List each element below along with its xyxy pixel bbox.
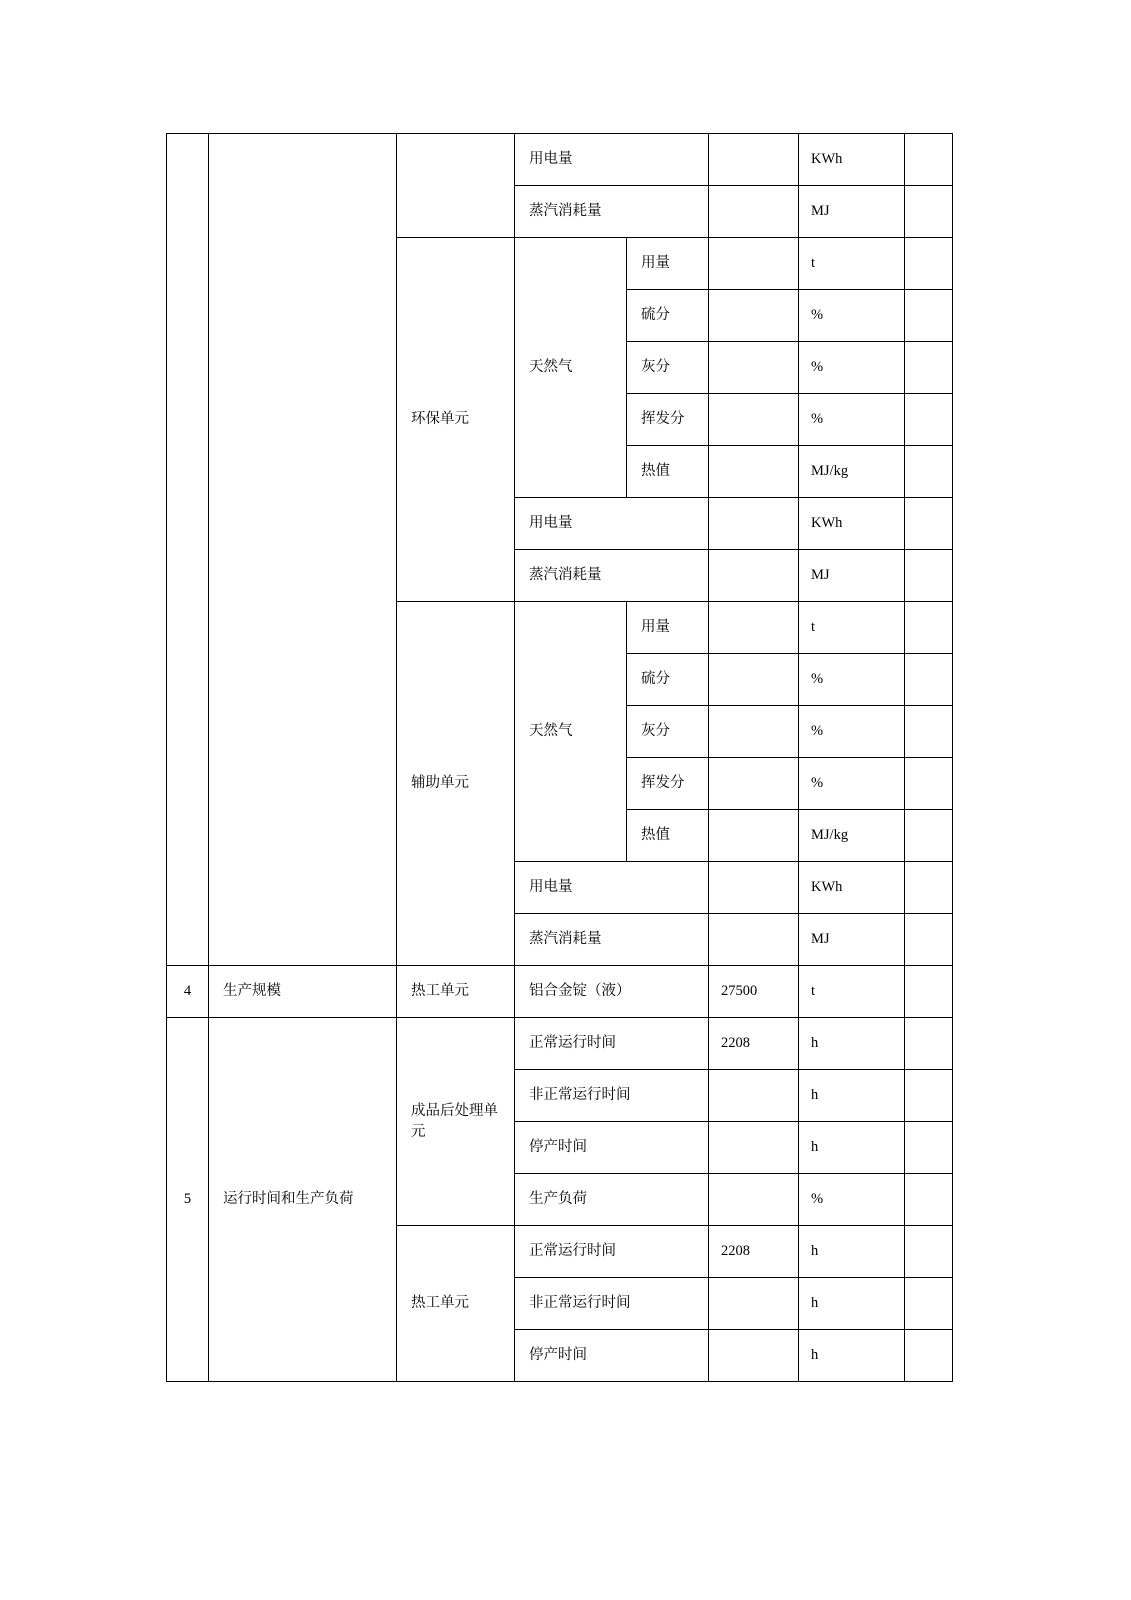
remark-cell	[905, 394, 953, 446]
uom-cell: MJ	[799, 550, 905, 602]
uom-cell: KWh	[799, 862, 905, 914]
uom-cell: MJ	[799, 914, 905, 966]
remark-cell	[905, 498, 953, 550]
unit-cell-post-processing: 成品后处理单元	[397, 1018, 515, 1226]
unit-cell-thermal: 热工单元	[397, 1226, 515, 1382]
value-cell	[709, 654, 799, 706]
remark-cell	[905, 966, 953, 1018]
item-cell-natural-gas: 天然气	[515, 602, 627, 862]
item-cell: 蒸汽消耗量	[515, 550, 709, 602]
value-cell	[709, 758, 799, 810]
remark-cell	[905, 654, 953, 706]
row-number-cell	[167, 134, 209, 966]
sub-item-cell: 用量	[627, 238, 709, 290]
row-number-cell: 4	[167, 966, 209, 1018]
uom-cell: MJ/kg	[799, 446, 905, 498]
table-row-production-scale	[167, 966, 953, 1018]
item-cell: 非正常运行时间	[515, 1278, 709, 1330]
uom-cell: %	[799, 290, 905, 342]
remark-cell	[905, 342, 953, 394]
value-cell	[709, 550, 799, 602]
remark-cell	[905, 1278, 953, 1330]
value-cell: 27500	[709, 966, 799, 1018]
item-cell: 蒸汽消耗量	[515, 186, 709, 238]
uom-cell: %	[799, 758, 905, 810]
remark-cell	[905, 758, 953, 810]
row-number-cell: 5	[167, 1018, 209, 1382]
uom-cell: MJ	[799, 186, 905, 238]
sub-item-cell: 灰分	[627, 342, 709, 394]
value-cell	[709, 1070, 799, 1122]
unit-cell-environment: 环保单元	[397, 238, 515, 602]
category-cell	[209, 134, 397, 966]
value-cell	[709, 706, 799, 758]
value-cell	[709, 134, 799, 186]
value-cell	[709, 1174, 799, 1226]
remark-cell	[905, 290, 953, 342]
item-cell: 停产时间	[515, 1122, 709, 1174]
category-cell: 生产规模	[209, 966, 397, 1018]
value-cell	[709, 914, 799, 966]
sub-item-cell: 挥发分	[627, 394, 709, 446]
value-cell	[709, 810, 799, 862]
item-cell: 正常运行时间	[515, 1226, 709, 1278]
value-cell	[709, 446, 799, 498]
sub-item-cell: 硫分	[627, 290, 709, 342]
uom-cell: %	[799, 654, 905, 706]
item-cell: 用电量	[515, 498, 709, 550]
uom-cell: h	[799, 1226, 905, 1278]
uom-cell: h	[799, 1122, 905, 1174]
remark-cell	[905, 186, 953, 238]
sub-item-cell: 用量	[627, 602, 709, 654]
uom-cell: KWh	[799, 498, 905, 550]
remark-cell	[905, 914, 953, 966]
value-cell	[709, 186, 799, 238]
uom-cell: h	[799, 1330, 905, 1382]
uom-cell: %	[799, 394, 905, 446]
uom-cell: KWh	[799, 134, 905, 186]
value-cell: 2208	[709, 1226, 799, 1278]
unit-cell-auxiliary: 辅助单元	[397, 602, 515, 966]
value-cell	[709, 1330, 799, 1382]
remark-cell	[905, 446, 953, 498]
value-cell	[709, 238, 799, 290]
table-row	[167, 1018, 953, 1070]
engineering-analysis-table	[166, 133, 953, 1382]
remark-cell	[905, 862, 953, 914]
value-cell: 2208	[709, 1018, 799, 1070]
value-cell	[709, 394, 799, 446]
uom-cell: h	[799, 1278, 905, 1330]
category-cell-runtime: 运行时间和生产负荷	[209, 1018, 397, 1382]
remark-cell	[905, 1174, 953, 1226]
sub-item-cell: 挥发分	[627, 758, 709, 810]
remark-cell	[905, 1330, 953, 1382]
uom-cell: t	[799, 966, 905, 1018]
uom-cell: %	[799, 342, 905, 394]
remark-cell	[905, 602, 953, 654]
value-cell	[709, 862, 799, 914]
uom-cell: %	[799, 706, 905, 758]
item-cell: 生产负荷	[515, 1174, 709, 1226]
uom-cell: t	[799, 602, 905, 654]
value-cell	[709, 1122, 799, 1174]
unit-cell	[397, 134, 515, 238]
item-cell: 停产时间	[515, 1330, 709, 1382]
item-cell: 蒸汽消耗量	[515, 914, 709, 966]
sub-item-cell: 热值	[627, 446, 709, 498]
value-cell	[709, 1278, 799, 1330]
remark-cell	[905, 1018, 953, 1070]
remark-cell	[905, 550, 953, 602]
value-cell	[709, 342, 799, 394]
sub-item-cell: 灰分	[627, 706, 709, 758]
uom-cell: h	[799, 1018, 905, 1070]
item-cell: 非正常运行时间	[515, 1070, 709, 1122]
remark-cell	[905, 134, 953, 186]
item-cell: 用电量	[515, 134, 709, 186]
remark-cell	[905, 238, 953, 290]
item-cell: 铝合金锭（液）	[515, 966, 709, 1018]
item-cell-natural-gas: 天然气	[515, 238, 627, 498]
table-row	[167, 134, 953, 186]
uom-cell: h	[799, 1070, 905, 1122]
uom-cell: %	[799, 1174, 905, 1226]
uom-cell: t	[799, 238, 905, 290]
sub-item-cell: 热值	[627, 810, 709, 862]
remark-cell	[905, 1122, 953, 1174]
remark-cell	[905, 1226, 953, 1278]
sub-item-cell: 硫分	[627, 654, 709, 706]
remark-cell	[905, 810, 953, 862]
remark-cell	[905, 1070, 953, 1122]
uom-cell: MJ/kg	[799, 810, 905, 862]
value-cell	[709, 290, 799, 342]
item-cell: 正常运行时间	[515, 1018, 709, 1070]
value-cell	[709, 602, 799, 654]
value-cell	[709, 498, 799, 550]
remark-cell	[905, 706, 953, 758]
unit-cell: 热工单元	[397, 966, 515, 1018]
item-cell: 用电量	[515, 862, 709, 914]
